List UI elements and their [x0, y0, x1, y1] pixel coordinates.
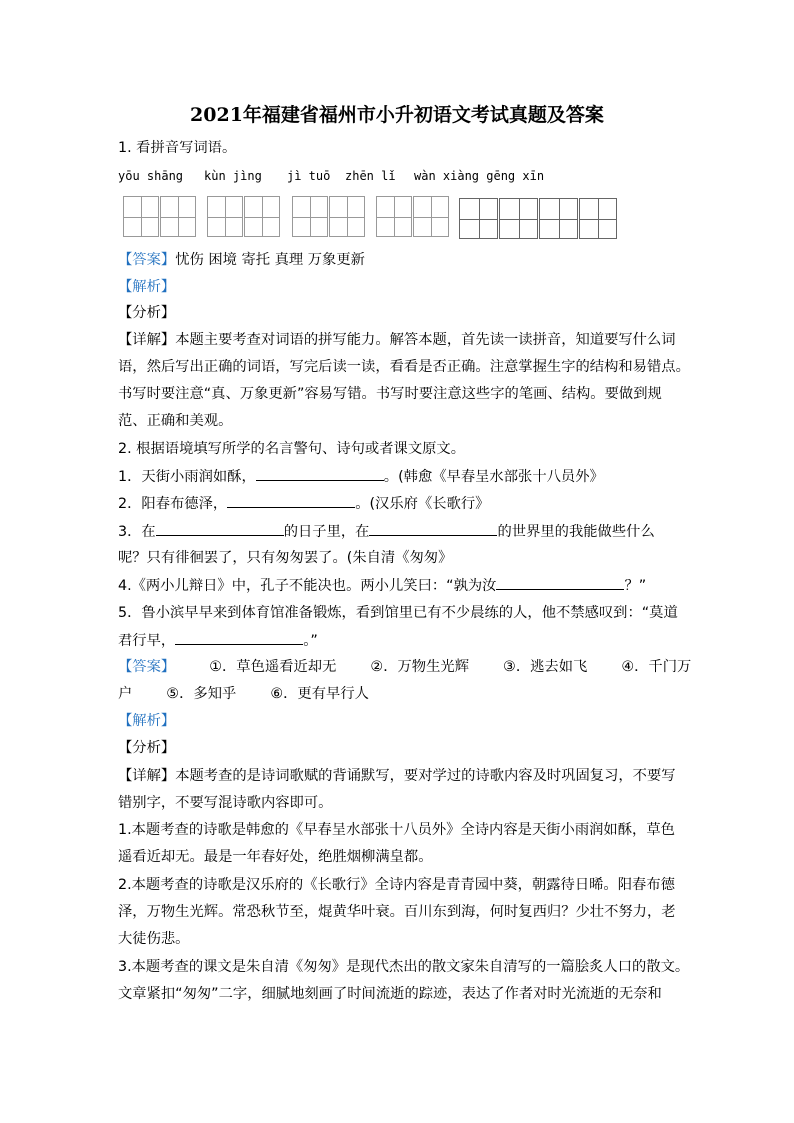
item-text: 。(韩愈《早春呈水部张十八员外》 — [383, 469, 604, 485]
q1-answer — [118, 250, 365, 270]
writing-grid-4 — [376, 196, 450, 238]
writing-grid-3 — [292, 196, 366, 238]
detail-text: 本题考查的是诗词歌赋的背诵默写，要对学过的诗歌内容及时巩固复习，不要写 — [175, 768, 676, 784]
q2-item-5: 5．鲁小滨早早来到体育馆准备锻炼，看到馆里已有不少晨练的人，他不禁感叹到：“莫道 — [118, 605, 678, 621]
item-text: 1．天街小雨润如酥， — [118, 469, 256, 485]
item-text: 的世界里的我能做些什么 — [497, 524, 655, 540]
answer-item: 户 — [118, 686, 133, 702]
item-text: 。(汉乐府《长歌行》 — [355, 496, 490, 512]
answer-tag: 【答案】 — [118, 252, 176, 268]
answer-item: ③．逃去如飞 — [503, 659, 588, 675]
writing-grid-2 — [207, 196, 281, 238]
q2-item-3-cont: 呢？只有徘徊罢了，只有匆匆罢了。(朱自清《匆匆》 — [118, 550, 453, 566]
answer-blank[interactable] — [256, 466, 384, 481]
q1-detail-line: 范、正确和美观。 — [118, 413, 233, 429]
pinyin-1: yōu shāng — [118, 169, 184, 183]
pinyin-5: wàn xiàng gēng xīn — [414, 169, 545, 183]
item-text: 君行早， — [118, 633, 176, 649]
detail-text: 本题主要考查对词语的拼写能力。解答本题，首先读一读拼音，知道要写什么词 — [175, 332, 676, 348]
answer-blank[interactable] — [227, 493, 355, 508]
q2-detail-line: 2.本题考查的诗歌是汉乐府的《长歌行》全诗内容是青青园中葵，朝露待日晞。阳春布德 — [118, 877, 675, 893]
q1-jiexi: 【解析】 — [118, 279, 176, 295]
detail-tag: 【详解】 — [118, 332, 176, 348]
q1-detail-line: 语，然后写出正确的词语，写完后读一读，看看是否正确。注意掌握生字的结构和易错点。 — [118, 359, 690, 375]
q2-item-3 — [118, 521, 655, 542]
writing-grid-5 — [459, 198, 618, 240]
answer-item: ④．千门万 — [621, 659, 692, 675]
answer-text: 忧伤 困境 寄托 真理 万象更新 — [175, 252, 365, 268]
q2-answer-cont — [118, 684, 369, 704]
q2-fenxi: 【分析】 — [118, 740, 176, 756]
pinyin-2: kùn jìng — [204, 169, 262, 183]
answer-blank[interactable] — [496, 575, 624, 590]
q2-detail-line: 遥看近却无。最是一年春好处，绝胜烟柳满皇都。 — [118, 849, 433, 865]
q2-item-2 — [118, 493, 489, 514]
q1-detail-line: 书写时要注意“真、万象更新”容易写错。书写时要注意这些字的笔画、结构。要做到规 — [118, 386, 662, 402]
pinyin-4: zhēn lǐ — [345, 169, 396, 183]
q2-item-1 — [118, 466, 604, 487]
item-text: 3．在 — [118, 524, 156, 540]
q2-detail-line — [118, 766, 676, 786]
q2-answer — [118, 657, 691, 677]
detail-tag: 【详解】 — [118, 768, 176, 784]
item-text: 4.《两小儿辩日》中，孔子不能决也。两小儿笑曰：“孰为汝 — [118, 578, 497, 594]
q2-detail-line: 3.本题考查的课文是朱自清《匆匆》是现代杰出的散文家朱自清写的一篇脍炙人口的散文。 — [118, 959, 690, 975]
answer-item: ⑥．更有早行人 — [270, 686, 369, 702]
answer-blank[interactable] — [175, 630, 303, 645]
answer-item: ②．万物生光辉 — [370, 659, 469, 675]
item-text: 。” — [303, 633, 318, 649]
q2-detail-line: 文章紧扣“匆匆”二字，细腻地刻画了时间流逝的踪迹，表达了作者对时光流逝的无奈和 — [118, 986, 662, 1002]
item-text: 的日子里，在 — [283, 524, 370, 540]
q1-prompt: 1. 看拼音写词语。 — [118, 140, 237, 156]
writing-grid-1 — [123, 196, 197, 238]
q1-fenxi: 【分析】 — [118, 305, 176, 321]
q2-jiexi: 【解析】 — [118, 713, 176, 729]
q2-item-4 — [118, 575, 646, 596]
answer-item: ①．草色遥看近却无 — [209, 659, 337, 675]
q1-detail-line — [118, 330, 676, 350]
q2-item-5-cont — [118, 630, 318, 651]
document-title: 2021年福建省福州市小升初语文考试真题及答案 — [190, 104, 604, 126]
item-text: 2．阳春布德泽， — [118, 496, 228, 512]
answer-item: ⑤．多知乎 — [166, 686, 237, 702]
q2-detail-line: 错别字，不要写混诗歌内容即可。 — [118, 795, 333, 811]
q2-detail-line: 大徒伤悲。 — [118, 931, 190, 947]
q2-detail-line: 1.本题考查的诗歌是韩愈的《早春呈水部张十八员外》全诗内容是天街小雨润如酥，草色 — [118, 822, 675, 838]
item-text: ？” — [624, 578, 647, 594]
answer-tag: 【答案】 — [118, 659, 176, 675]
q2-detail-line: 泽，万物生光辉。常恐秋节至，焜黄华叶衰。百川东到海，何时复西归？少壮不努力，老 — [118, 904, 676, 920]
answer-blank[interactable] — [369, 521, 497, 536]
pinyin-3: jì tuō — [287, 169, 331, 183]
answer-blank[interactable] — [156, 521, 284, 536]
q2-prompt: 2. 根据语境填写所学的名言警句、诗句或者课文原文。 — [118, 441, 466, 457]
